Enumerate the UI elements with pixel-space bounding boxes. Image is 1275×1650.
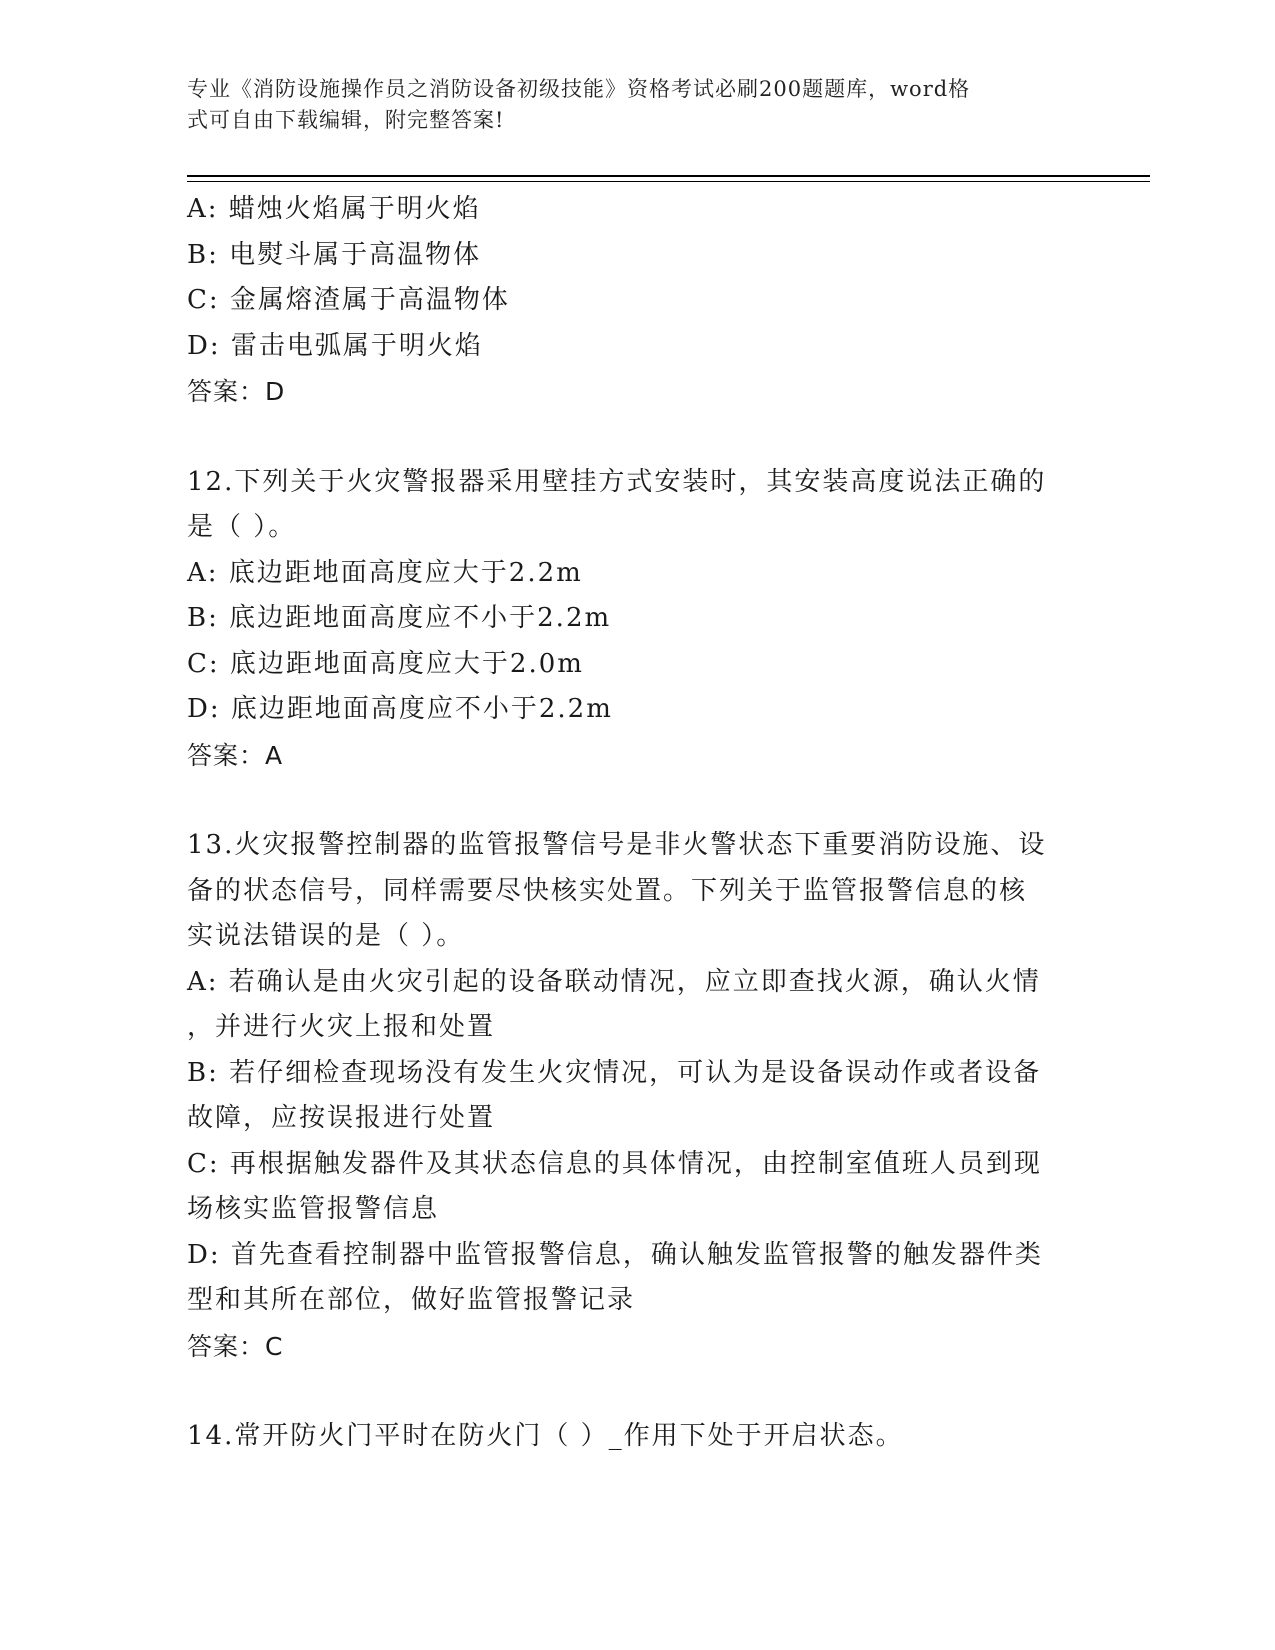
question-12-option-b: B: 底边距地面高度应不小于2.2m xyxy=(187,603,612,633)
question-13-stem-line-2: 备的状态信号，同样需要尽快核实处置。下列关于监管报警信息的核 xyxy=(187,875,1028,906)
question-11-option-a: A: 蜡烛火焰属于明火焰 xyxy=(187,194,481,224)
spacer xyxy=(187,778,1087,823)
header-line-1: 专业《消防设施操作员之消防设备初级技能》资格考试必刷200题题库，word格 xyxy=(187,77,971,101)
question-13-stem-line-3: 实说法错误的是（ ）。 xyxy=(187,921,465,951)
question-12-stem-line-1: 12.下列关于火灾警报器采用壁挂方式安装时，其安装高度说法正确的 xyxy=(187,466,1047,497)
question-11-option-d: D: 雷击电弧属于明火焰 xyxy=(187,330,483,361)
question-11-option-c: C: 金属熔渣属于高温物体 xyxy=(187,285,510,315)
question-13 xyxy=(187,823,1087,1369)
question-11 xyxy=(187,187,1087,415)
question-14-stem-line-1: 14.常开防火门平时在防火门（ ）_作用下处于开启状态。 xyxy=(187,1421,904,1451)
question-13-option-d-line-1: D: 首先查看控制器中监管报警信息，确认触发监管报警的触发器件类 xyxy=(187,1239,1043,1270)
header-divider-thick xyxy=(187,175,1150,177)
question-12-option-d: D: 底边距地面高度应不小于2.2m xyxy=(187,694,613,724)
question-13-option-b-line-1: B: 若仔细检查现场没有发生火灾情况，可认为是设备误动作或者设备 xyxy=(187,1057,1042,1088)
question-list xyxy=(187,187,1087,1460)
question-13-answer: 答案：C xyxy=(187,1331,284,1361)
spacer xyxy=(187,1369,1087,1414)
question-13-option-c-line-1: C: 再根据触发器件及其状态信息的具体情况，由控制室值班人员到现 xyxy=(187,1148,1042,1179)
question-12 xyxy=(187,460,1087,779)
question-13-option-d-line-2: 型和其所在部位，做好监管报警记录 xyxy=(187,1285,636,1315)
question-12-answer: 答案：A xyxy=(187,740,284,770)
question-12-option-a: A: 底边距地面高度应大于2.2m xyxy=(187,557,583,588)
document-header xyxy=(187,74,1067,136)
question-11-answer: 答案：D xyxy=(187,377,286,406)
question-12-option-c: C: 底边距地面高度应大于2.0m xyxy=(187,648,584,679)
question-13-stem-line-1: 13.火灾报警控制器的监管报警信号是非火警状态下重要消防设施、设 xyxy=(187,830,1047,860)
question-12-stem-line-2: 是（ ）。 xyxy=(187,512,297,542)
question-13-option-a-line-1: A: 若确认是由火灾引起的设备联动情况，应立即查找火源，确认火情 xyxy=(187,966,1041,997)
spacer xyxy=(187,415,1087,460)
question-13-option-b-line-2: 故障，应按误报进行处置 xyxy=(187,1103,496,1133)
question-13-option-a-line-2: ，并进行火灾上报和处置 xyxy=(187,1012,496,1042)
question-11-option-b: B: 电熨斗属于高温物体 xyxy=(187,239,482,270)
question-14 xyxy=(187,1414,1087,1460)
header-divider-thin xyxy=(187,181,1150,182)
question-13-option-c-line-2: 场核实监管报警信息 xyxy=(187,1194,440,1224)
header-line-2: 式可自由下载编辑，附完整答案! xyxy=(187,108,505,132)
